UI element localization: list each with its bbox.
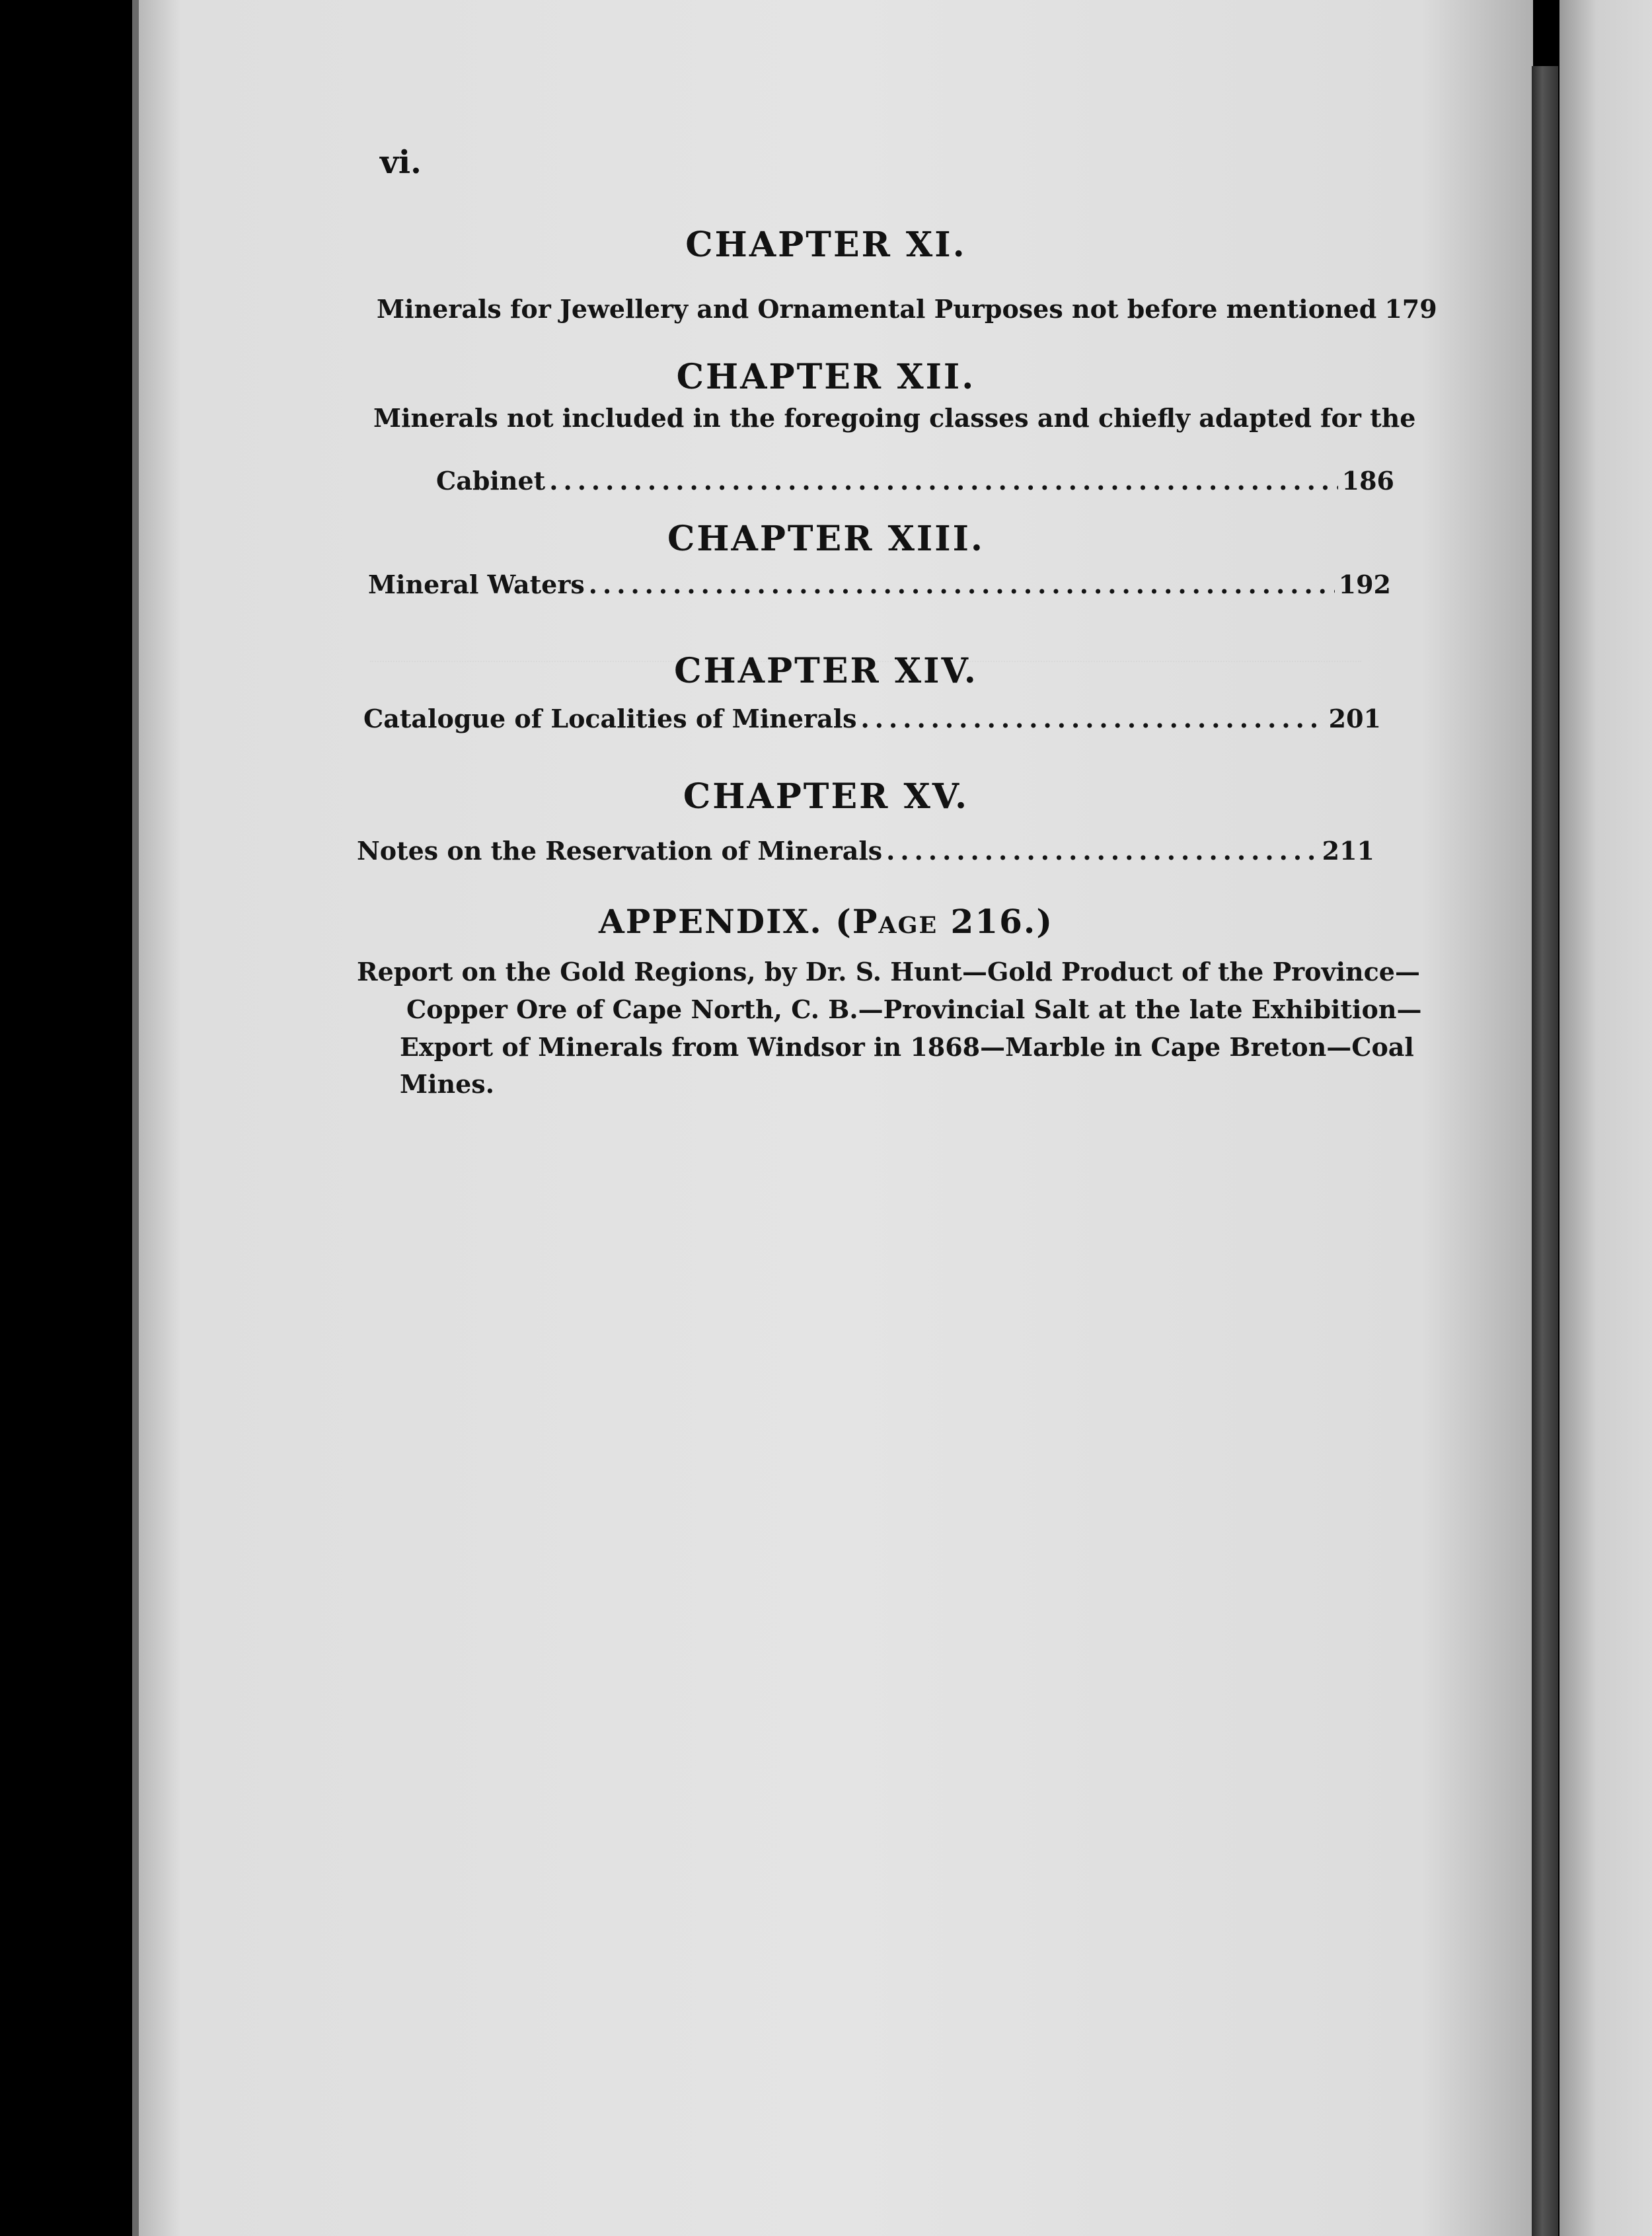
entry-page: 201: [1328, 704, 1381, 733]
entry-title: Minerals not included in the foregoing classes and chiefly adapted for the: [373, 403, 1416, 433]
appendix-line: Export of Minerals from Windsor in 1868—Marble in Cape Breton—Coal: [400, 1032, 1414, 1062]
page-number: vi.: [380, 144, 422, 181]
appendix-title: APPENDIX.: [598, 902, 823, 941]
appendix-line: Mines.: [400, 1069, 494, 1099]
entry-title: Mineral Waters: [368, 570, 585, 599]
entry-page: 211: [1322, 836, 1374, 866]
appendix-heading: [0, 902, 1652, 941]
appendix-page-ref: (Page 216.): [835, 902, 1053, 941]
chapter-heading: CHAPTER XIII.: [667, 519, 985, 559]
entry-title-continued: Cabinet: [436, 466, 546, 496]
toc-entry: [363, 704, 1381, 733]
toc-entry: [357, 836, 1374, 866]
leader-dots: [861, 704, 1325, 733]
entry-page: 179: [1384, 294, 1437, 324]
toc-entry: [368, 570, 1391, 599]
leader-dots: [886, 836, 1318, 866]
leader-dots: [549, 466, 1337, 496]
appendix-line: Report on the Gold Regions, by Dr. S. Hunt—Gold Product of the Province—: [357, 957, 1420, 987]
chapter-heading: CHAPTER XV.: [683, 776, 969, 817]
entry-title: Catalogue of Localities of Minerals: [363, 704, 857, 733]
appendix-line: Copper Ore of Cape North, C. B.—Provincial Salt at the late Exhibition—: [406, 994, 1422, 1024]
entry-title: Minerals for Jewellery and Ornamental Purposes not before mentioned: [377, 294, 1377, 324]
chapter-heading: CHAPTER XI.: [685, 225, 967, 265]
entry-page: 186: [1341, 466, 1394, 496]
chapter-heading: CHAPTER XIV.: [674, 651, 978, 691]
chapter-heading: CHAPTER XII.: [676, 357, 976, 397]
entry-page: 192: [1338, 570, 1391, 599]
entry-title: Notes on the Reservation of Minerals: [357, 836, 883, 866]
toc-entry: [377, 294, 1437, 324]
facing-page-edge: [1559, 0, 1652, 2236]
leader-dots: [589, 570, 1335, 599]
toc-entry: [436, 466, 1394, 496]
